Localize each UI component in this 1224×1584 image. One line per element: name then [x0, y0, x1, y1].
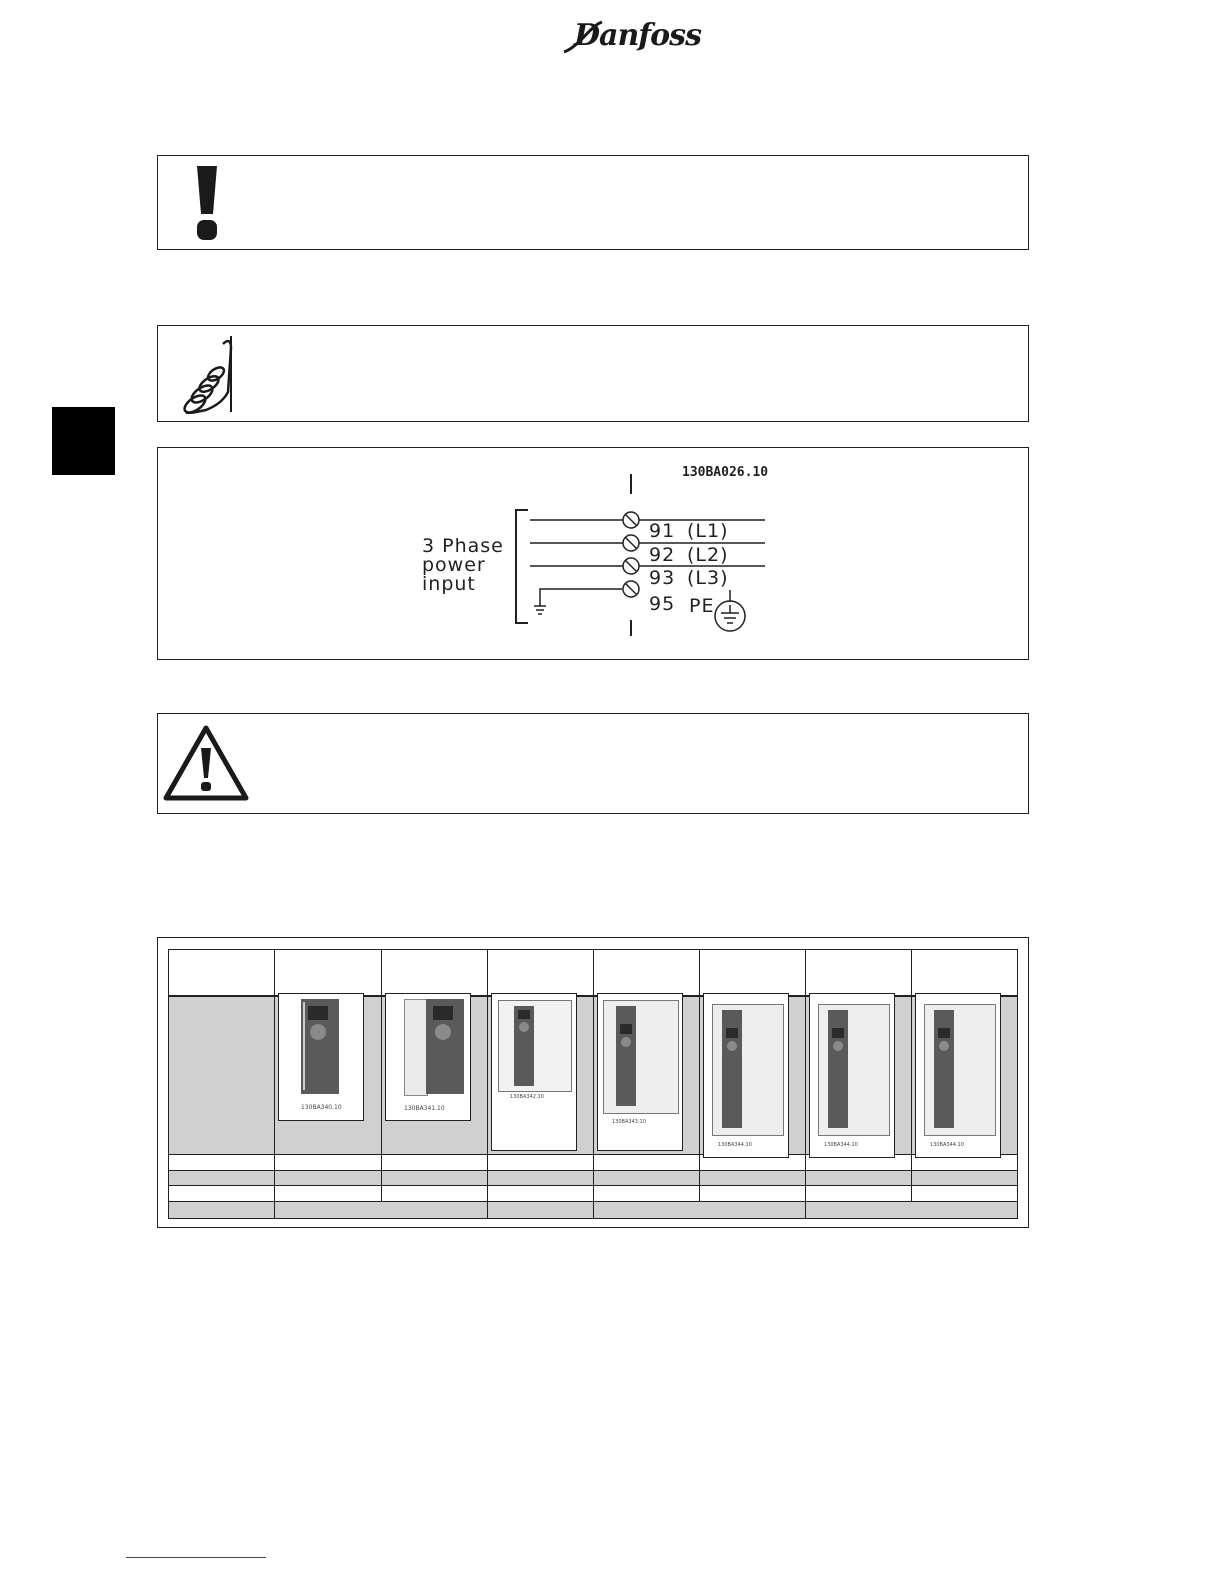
warning-triangle-icon [162, 724, 250, 802]
power-input-label-line2: power [422, 554, 486, 576]
drive-image-c1 [809, 993, 895, 1158]
exclamation-icon [192, 164, 222, 242]
drive-keypad-icon [310, 1024, 326, 1040]
terminal-screw-95-icon [623, 581, 639, 597]
power-input-label [422, 537, 504, 594]
col-rule-2 [381, 949, 382, 1202]
diagram-id: 130BA026.10 [682, 465, 769, 480]
drive-keypad-icon [833, 1041, 843, 1051]
chapter-tab [52, 407, 115, 475]
drive-display [832, 1028, 844, 1038]
col-rule-3 [487, 949, 488, 1219]
drive-image-id: 130BA340.10 [301, 1104, 342, 1111]
terminal-label-l2: (L2) [687, 544, 729, 566]
wiring-diagram [157, 447, 1029, 660]
col-rule-0 [168, 949, 169, 1219]
drive-display [726, 1028, 738, 1038]
drive-image-c2 [915, 993, 1001, 1158]
drive-front-panel [616, 1006, 636, 1106]
col-rule-1 [274, 949, 275, 1219]
drive-keypad-icon [727, 1041, 737, 1051]
drive-image-b1 [597, 993, 683, 1151]
power-input-label-line1: 3 Phase [422, 535, 504, 557]
drive-display [308, 1006, 328, 1020]
power-input-label-line3: input [422, 573, 476, 595]
drive-image-b2 [703, 993, 789, 1158]
drive-keypad-icon [939, 1041, 949, 1051]
terminal-screw-92-icon [623, 535, 639, 551]
footer-link-rule[interactable] [126, 1557, 266, 1558]
terminal-number-91: 91 [649, 520, 676, 542]
ground-symbol-icon [715, 590, 745, 631]
drive-display [620, 1024, 632, 1034]
drive-display [938, 1028, 950, 1038]
drive-image-a2 [278, 993, 364, 1121]
col-rule-6 [805, 949, 806, 1219]
drive-keypad-icon [519, 1022, 529, 1032]
col-rule-7 [911, 949, 912, 1202]
terminal-number-95: 95 [649, 593, 676, 615]
logo-text: Danfoss [574, 18, 701, 53]
drive-image-a3 [385, 993, 471, 1121]
drive-image-id: 130BA344.10 [824, 1142, 858, 1148]
terminal-number-92: 92 [649, 544, 676, 566]
drive-image-a5 [491, 993, 577, 1151]
warning-notice [157, 713, 1029, 814]
col-rule-8 [1017, 949, 1018, 1219]
col-rule-4 [593, 949, 594, 1219]
terminal-number-93: 93 [649, 567, 676, 589]
caution-notice [157, 155, 1029, 250]
drive-keypad-icon [435, 1024, 451, 1040]
note-notice [157, 325, 1029, 422]
drive-image-id: 130BA344.10 [930, 1142, 964, 1148]
terminal-screw-91-icon [623, 512, 639, 528]
terminal-screw-93-icon [623, 558, 639, 574]
drive-display [433, 1006, 453, 1020]
terminal-label-pe: PE [689, 595, 715, 617]
drive-image-id: 130BA344.10 [718, 1142, 752, 1148]
wiring-schematic [498, 468, 798, 643]
drive-image-id: 130BA342.10 [510, 1094, 544, 1100]
terminal-label-l1: (L1) [687, 520, 729, 542]
terminal-label-l3: (L3) [687, 567, 729, 589]
drive-display [518, 1010, 530, 1019]
hand-note-icon [176, 334, 236, 414]
drive-image-id: 130BA341.10 [404, 1105, 445, 1112]
drive-keypad-icon [621, 1037, 631, 1047]
col-rule-5 [699, 949, 700, 1202]
danfoss-logo [560, 16, 701, 58]
drive-image-id: 130BA343.10 [612, 1119, 646, 1125]
